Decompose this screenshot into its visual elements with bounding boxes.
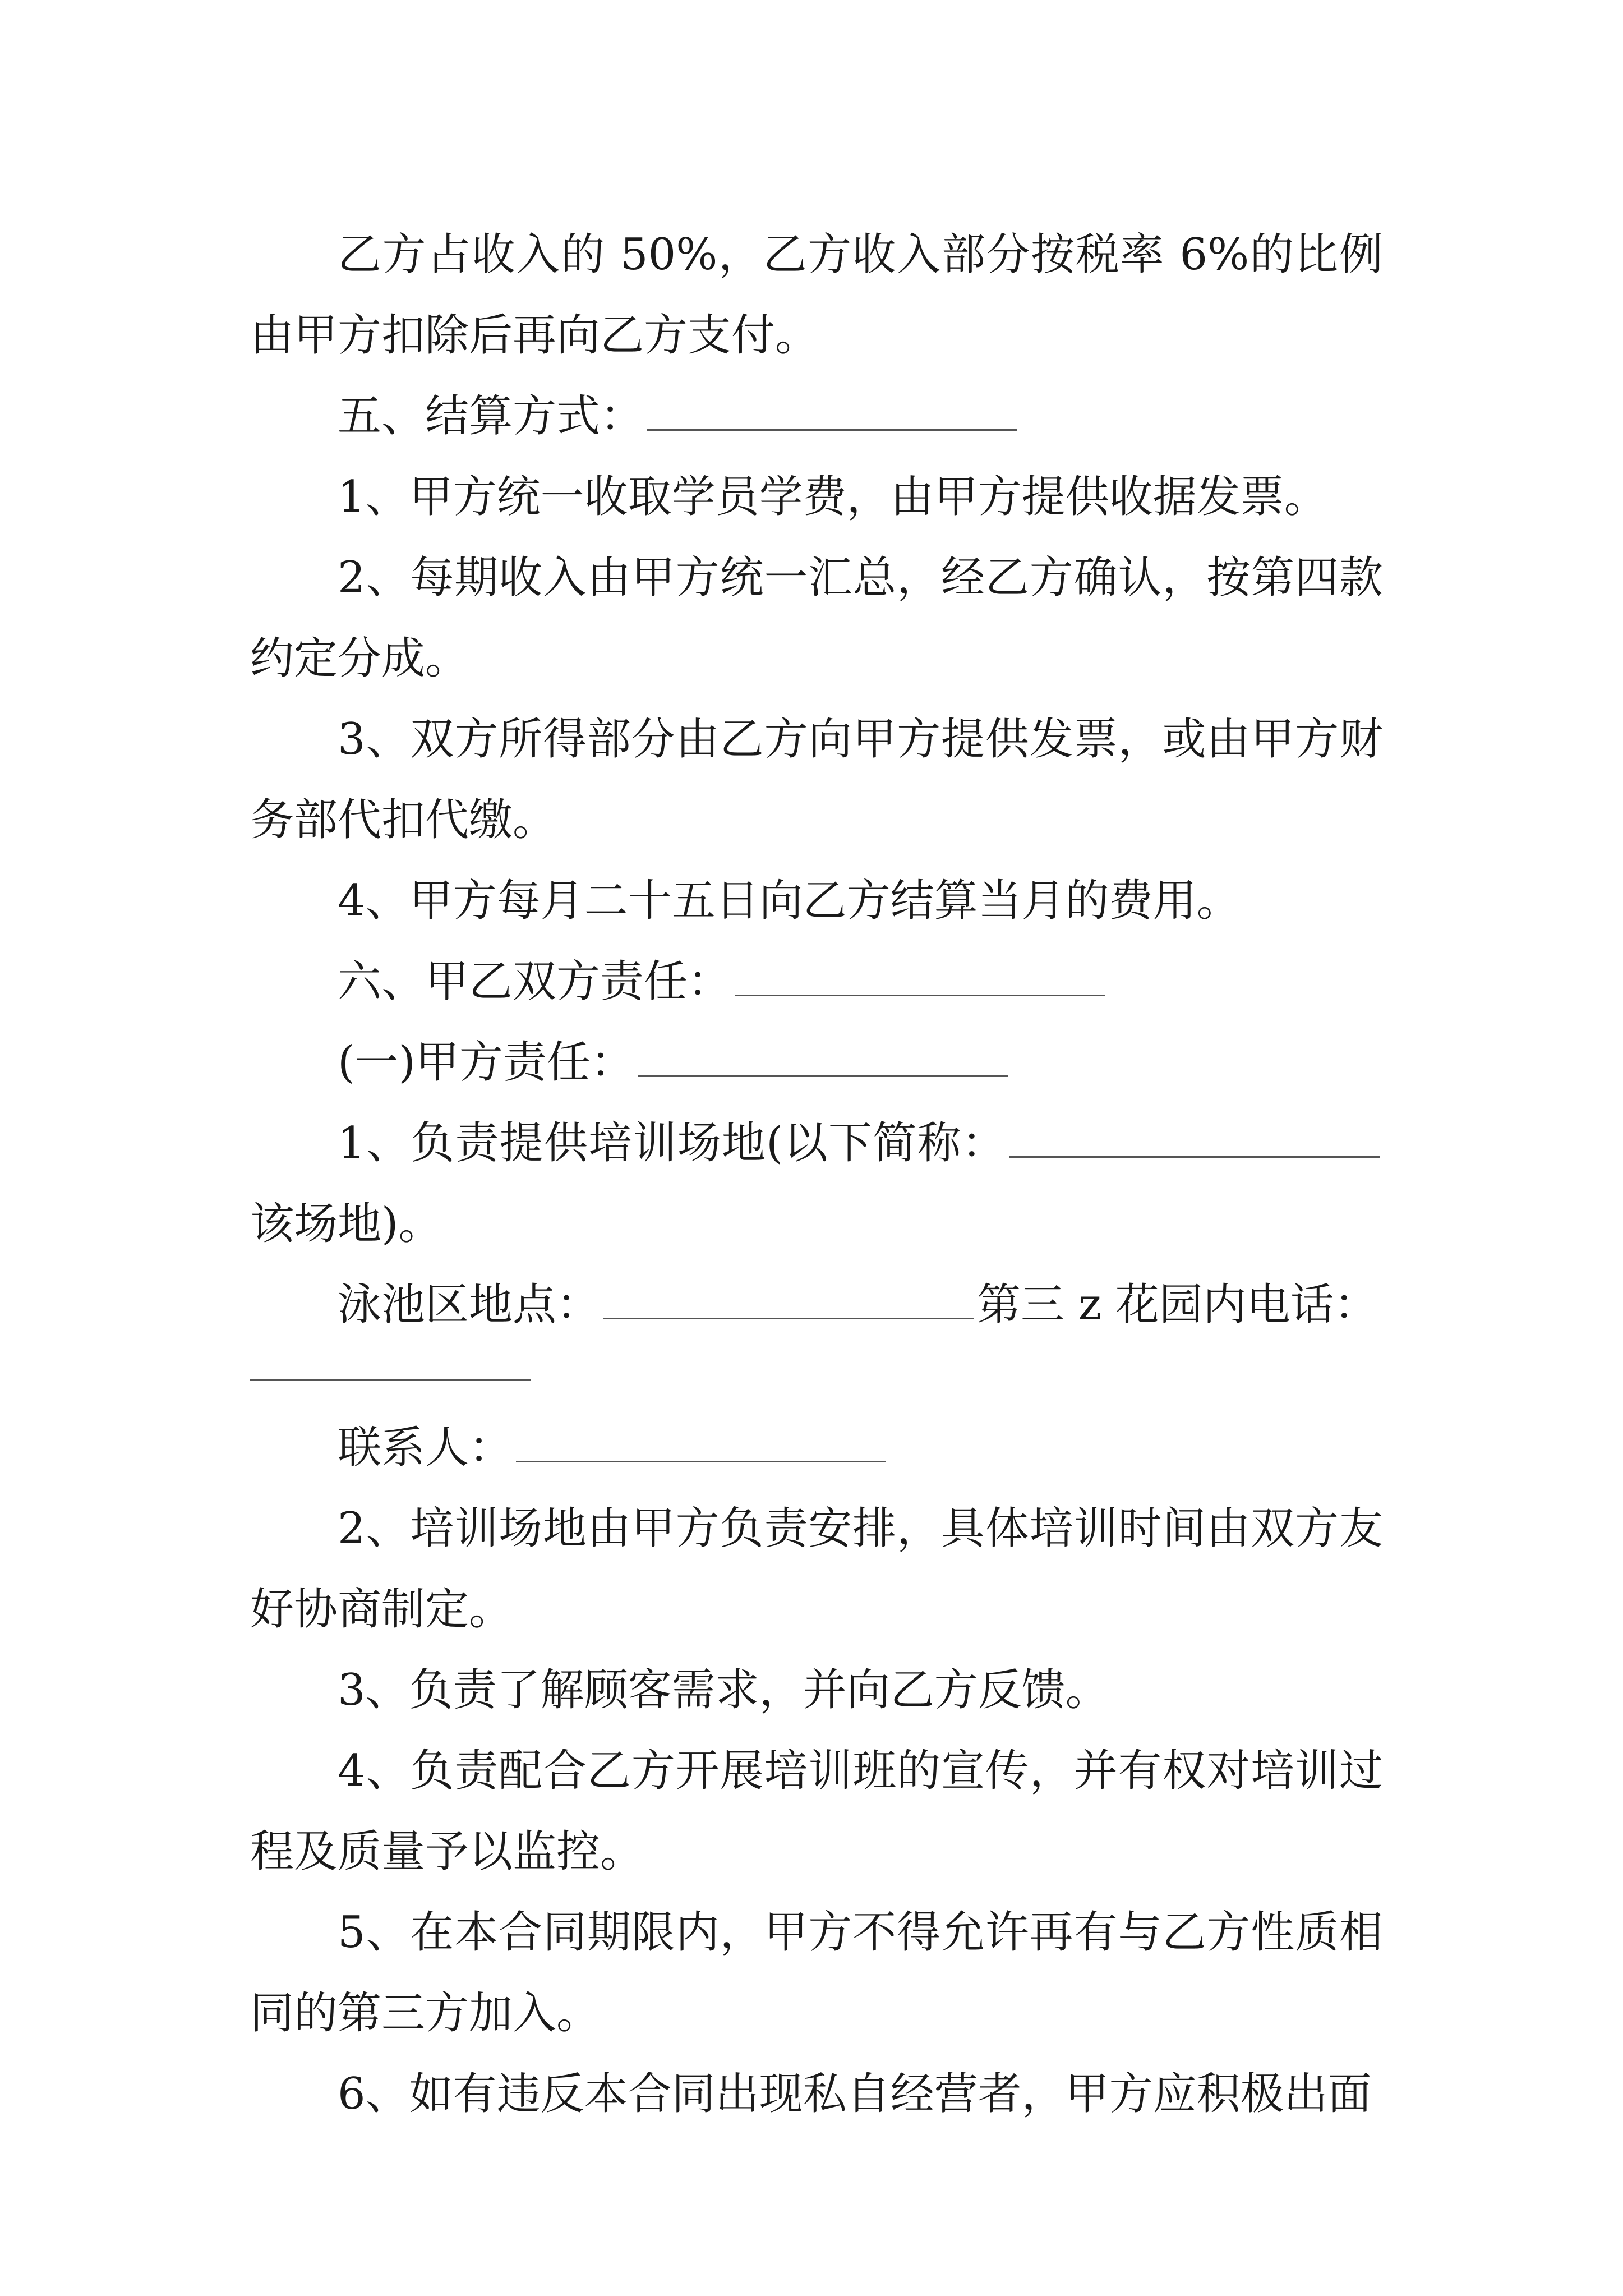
clause-5-4 — [250, 861, 1383, 941]
paragraph-text: 第三 z 花园内电话： — [977, 1280, 1378, 1330]
paragraph-text: 1、甲方统一收取学员学费，由甲方提供收据发票。 — [338, 472, 1328, 522]
paragraph-text: 六、甲乙双方责任： — [338, 956, 732, 1007]
paragraph-text: 五、结算方式： — [338, 391, 644, 441]
clause-6-1-1 — [250, 1103, 1383, 1264]
paragraph-text: 联系人： — [338, 1423, 513, 1473]
clause-6-1-5 — [250, 1892, 1383, 2054]
paragraph-text: 4、负责配合乙方开展培训班的宣传，并有权对培训过程及质量予以监控。 — [250, 1746, 1383, 1877]
paragraph-text: 1、负责提供培训场地(以下简称： — [338, 1118, 1006, 1168]
heading-settlement-method — [250, 376, 1383, 457]
clause-6-1-2 — [250, 1488, 1383, 1650]
heading-party-a-responsibilities — [250, 1022, 1383, 1103]
fill-in-blank — [516, 1427, 886, 1462]
clause-5-1 — [250, 457, 1383, 537]
paragraph-text: (一)甲方责任： — [338, 1037, 634, 1088]
fill-in-blank — [735, 961, 1105, 996]
paragraph-revenue-share — [250, 214, 1383, 376]
fill-in-blank — [603, 1284, 974, 1319]
pool-location-line — [250, 1264, 1383, 1345]
paragraph-text: 乙方占收入的 50%，乙方收入部分按税率 6%的比例由甲方扣除后再向乙方支付。 — [250, 229, 1383, 361]
clause-6-1-4 — [250, 1731, 1383, 1892]
fill-in-blank — [638, 1042, 1008, 1077]
paragraph-text: 4、甲方每月二十五日向乙方结算当月的费用。 — [338, 876, 1241, 926]
paragraph-text: 5、在本合同期限内，甲方不得允许再有与乙方性质相同的第三方加入。 — [250, 1907, 1383, 2039]
clause-6-1-6 — [250, 2054, 1383, 2134]
phone-fill-in-blank — [250, 1379, 531, 1381]
paragraph-text: 3、双方所得部分由乙方向甲方提供发票，或由甲方财务部代扣代缴。 — [250, 714, 1383, 845]
clause-6-1-3 — [250, 1650, 1383, 1731]
paragraph-text: 该场地)。 — [250, 1199, 442, 1249]
paragraph-text: 2、培训场地由甲方负责安排，具体培训时间由双方友好协商制定。 — [250, 1503, 1383, 1635]
contact-person-line — [250, 1407, 1383, 1488]
paragraph-text: 3、负责了解顾客需求，并向乙方反馈。 — [338, 1665, 1109, 1715]
clause-5-2 — [250, 537, 1383, 699]
fill-in-blank — [647, 395, 1017, 431]
clause-5-3 — [250, 699, 1383, 861]
document-body — [250, 214, 1383, 2134]
paragraph-text: 2、每期收入由甲方统一汇总，经乙方确认，按第四款约定分成。 — [250, 553, 1383, 684]
fill-in-blank — [1009, 1122, 1380, 1158]
spacer — [250, 1345, 1383, 1379]
paragraph-text: 6、如有违反本合同出现私自经营者，甲方应积极出面 — [338, 2069, 1372, 2119]
heading-responsibilities — [250, 941, 1383, 1022]
paragraph-text: 泳池区地点： — [338, 1280, 601, 1330]
